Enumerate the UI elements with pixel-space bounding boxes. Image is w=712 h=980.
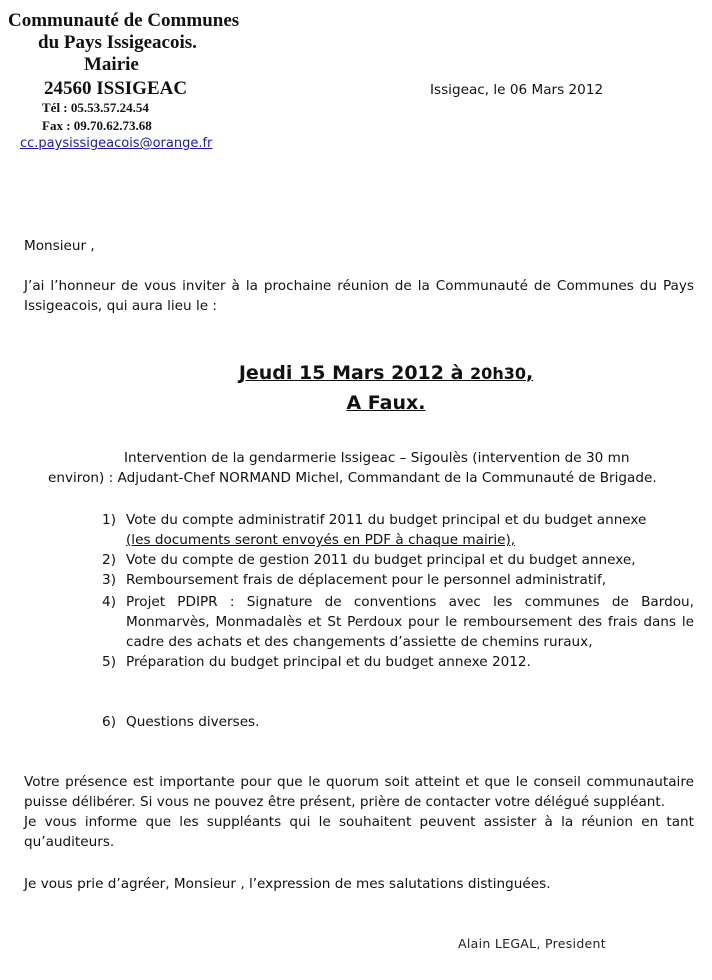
agenda-item-3-num: 3) (102, 572, 116, 588)
closing-p3: Je vous prie d’agréer, Monsieur , l’expression de mes salutations distinguées. (24, 876, 551, 892)
agenda-item-4-line1: Projet PDIPR : Signature de conventions avec les communes de Bardou, (126, 594, 694, 610)
sender-tel: Tél : 05.53.57.24.54 (42, 100, 149, 115)
sender-postal: 24560 ISSIGEAC (44, 78, 188, 99)
agenda-item-5-num: 5) (102, 654, 116, 670)
agenda-item-1-num: 1) (102, 512, 116, 528)
closing-p1-line1: Votre présence est importante pour que le quorum soit atteint et que le conseil communautaire (24, 774, 694, 790)
sender-org-line1: Communauté de Communes (8, 10, 240, 31)
sender-email-link[interactable]: cc.paysissigeacois@orange.fr (20, 136, 213, 151)
intervention-line1: Intervention de la gendarmerie Issigeac – Sigoulès (intervention de 30 mn (124, 450, 630, 466)
agenda-item-4-line2: Monmarvès, Monmadalès et St Perdoux pour le remboursement des frais dans le (126, 614, 694, 630)
intro-line1: J’ai l’honneur de vous inviter à la prochaine réunion de la Communauté de Communes du Pays (24, 278, 694, 294)
meeting-date (0, 362, 712, 384)
sender-org-line2: du Pays Issigeacois. (38, 32, 197, 53)
meeting-time: 20h30 (470, 364, 526, 383)
closing-p2-line2: qu’auditeurs. (24, 834, 115, 850)
agenda-item-1-line1: Vote du compte administratif 2011 du budget principal et du budget annexe (126, 512, 647, 528)
signature: Alain LEGAL, President (458, 936, 606, 951)
meeting-date-text: Jeudi 15 Mars 2012 à (238, 362, 471, 384)
intervention-line2: environ) : Adjudant-Chef NORMAND Michel, Commandant de la Communauté de Brigade. (48, 470, 657, 486)
closing-p2-line1: Je vous informe que les suppléants qui le souhaitent peuvent assister à la réunion en tant (24, 814, 694, 830)
agenda-item-4-line3: cadre des achats et des changements d’assiette de chemins ruraux, (126, 634, 593, 650)
intro-line2: Issigeacois, qui aura lieu le : (24, 298, 217, 314)
agenda-item-4-num: 4) (102, 594, 116, 610)
closing-p1-line2: puisse délibérer. Si vous ne pouvez être présent, prière de contacter votre délégué suppléant. (24, 794, 666, 810)
sender-org-line3: Mairie (84, 54, 139, 75)
agenda-item-6-num: 6) (102, 714, 116, 730)
agenda-item-5-text: Préparation du budget principal et du budget annexe 2012. (126, 654, 531, 670)
meeting-time-suffix: , (525, 362, 534, 384)
agenda-item-2-text: Vote du compte de gestion 2011 du budget principal et du budget annexe, (126, 552, 636, 568)
agenda-item-2-num: 2) (102, 552, 116, 568)
agenda-item-1-note: (les documents seront envoyés en PDF à chaque mairie), (126, 532, 516, 548)
agenda-item-6-text: Questions diverses. (126, 714, 260, 730)
salutation: Monsieur , (24, 238, 95, 254)
meeting-place: A Faux. (346, 392, 426, 414)
sender-fax: Fax : 09.70.62.73.68 (42, 118, 152, 133)
date-place: Issigeac, le 06 Mars 2012 (430, 82, 604, 98)
agenda-item-3-text: Remboursement frais de déplacement pour le personnel administratif, (126, 572, 607, 588)
